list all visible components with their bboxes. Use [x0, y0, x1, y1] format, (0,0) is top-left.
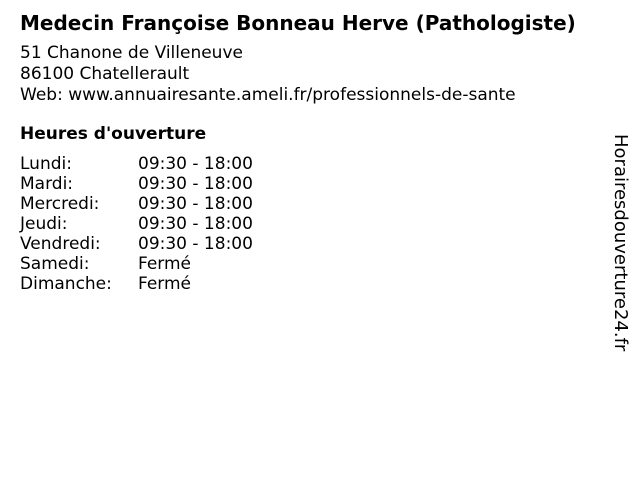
hours-value: Fermé	[138, 274, 192, 294]
hours-row-saturday	[20, 254, 253, 274]
hours-row-tuesday	[20, 174, 253, 194]
hours-row-monday	[20, 154, 253, 174]
opening-hours-heading: Heures d'ouverture	[20, 124, 207, 144]
hours-row-thursday	[20, 214, 253, 234]
hours-row-wednesday	[20, 194, 253, 214]
hours-row-sunday	[20, 274, 253, 294]
hours-value: 09:30 - 18:00	[138, 154, 253, 174]
hours-row-friday	[20, 234, 253, 254]
site-brand-watermark: Horairesdouverture24.fr	[610, 134, 631, 352]
opening-hours-table	[20, 154, 253, 294]
hours-value: 09:30 - 18:00	[138, 214, 253, 234]
day-label: Samedi:	[20, 254, 90, 274]
day-label: Dimanche:	[20, 274, 112, 294]
hours-value: 09:30 - 18:00	[138, 174, 253, 194]
address-block	[20, 43, 516, 106]
hours-value: 09:30 - 18:00	[138, 194, 253, 214]
day-label: Vendredi:	[20, 234, 101, 254]
hours-value: Fermé	[138, 254, 192, 274]
page-title: Medecin Françoise Bonneau Herve (Pathologiste)	[20, 11, 576, 35]
hours-value: 09:30 - 18:00	[138, 234, 253, 254]
day-label: Mercredi:	[20, 194, 100, 214]
day-label: Jeudi:	[20, 214, 68, 234]
city-address: 86100 Chatellerault	[20, 64, 190, 84]
day-label: Mardi:	[20, 174, 74, 194]
day-label: Lundi:	[20, 154, 72, 174]
website-link[interactable]: Web: www.annuairesante.ameli.fr/professionnels-de-sante	[20, 85, 516, 105]
street-address: 51 Chanone de Villeneuve	[20, 43, 243, 63]
